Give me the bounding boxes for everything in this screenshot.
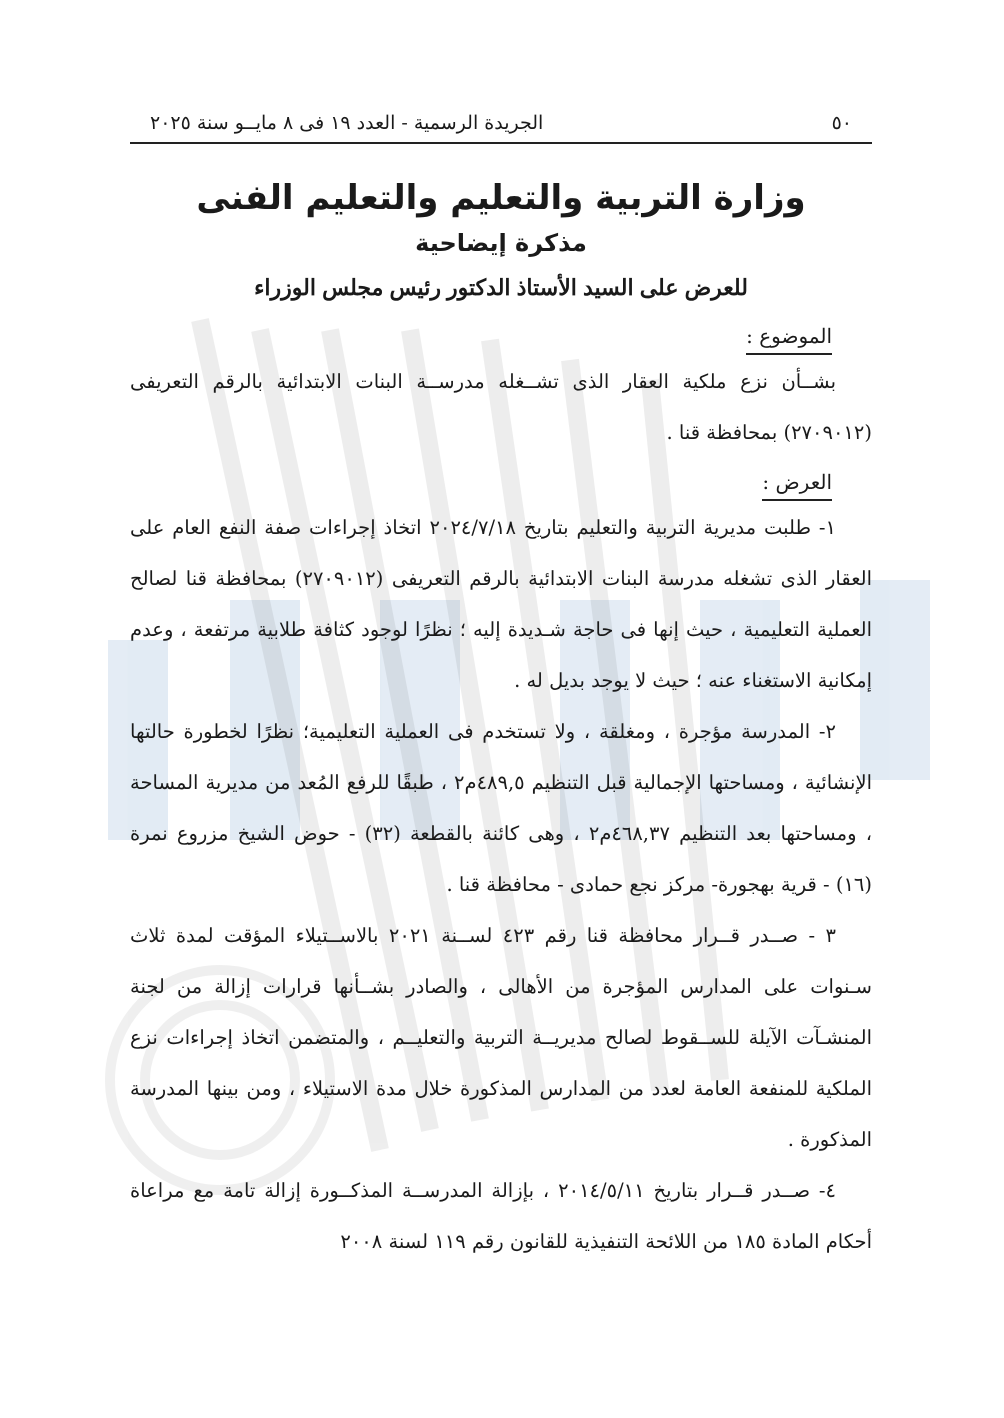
page-header [130, 110, 872, 144]
subject-label-row [130, 316, 872, 356]
presentation-item-4: ٤- صــدر قــرار بتاريخ ٢٠١٤/٥/١١ ، بإزالة المدرســة المذكــورة إزالة تامة مع مراعاة أحكام المادة ١٨٥ من اللائحة التنفيذية للقانون رقم ١١٩ لسنة ٢٠٠٨ [130, 1179, 872, 1253]
gazette-page [130, 110, 872, 1267]
subject-label: الموضوع : [746, 321, 832, 355]
memo-title: مذكرة إيضاحية [415, 229, 587, 257]
presentation-item-2: ٢- المدرسة مؤجرة ، ومغلقة ، ولا تستخدم فى العملية التعليمية؛ نظرًا لخطورة حالتها الإنشائية ، ومساحتها الإجمالية قبل التنظيم ٤٨٩,٥م٢ ، طبقًا للرفع المُعد من مديرية المساحة ، ومساحتها بعد التنظيم ٤٦٨,٣٧م٢ ، وهى كائنة بالقطعة (٣٢) - حوض الشيخ مزروع نمرة (١٦) - قرية بهجورة- مركز نجع حمادى - محافظة قنا . [130, 720, 872, 896]
subject-text: بشــأن نزع ملكية العقار الذى تشــغله مدرســة البنات الابتدائية بالرقم التعريفى (٢٧٠٩٠١٢) بمحافظة قنا . [130, 370, 872, 444]
ministry-title: وزارة التربية والتعليم والتعليم الفنى [196, 178, 806, 218]
page-number: ٥٠ [831, 112, 852, 134]
presentation-label: العرض : [762, 467, 832, 501]
addressee-line: للعرض على السيد الأستاذ الدكتور رئيس مجلس الوزراء [254, 275, 748, 300]
gazette-line: الجريدة الرسمية - العدد ١٩ فى ٨ مايــو سنة ٢٠٢٥ [150, 112, 544, 134]
presentation-item-3: ٣ - صــدر قــرار محافظة قنا رقم ٤٢٣ لســنة ٢٠٢١ بالاســتيلاء المؤقت لمدة ثلاث سـنوات على المدارس المؤجرة من الأهالى ، والصادر بشــأنها قرارات إزالة من لجنة المنشـآت الآيلة للســقوط لصالح مديريــة التربية والتعليــم ، والمتضمن اتخاذ إجراءات نزع الملكية للمنفعة العامة لعدد من المدارس المذكورة خلال مدة الاستيلاء ، ومن بينها المدرسة المذكورة . [130, 924, 872, 1151]
presentation-label-row [130, 462, 872, 502]
presentation-item-1: ١- طلبت مديرية التربية والتعليم بتاريخ ٢٠٢٤/٧/١٨ اتخاذ إجراءات صفة النفع العام على العقار الذى تشغله مدرسة البنات الابتدائية بالرقم التعريفى (٢٧٠٩٠١٢) بمحافظة قنا لصالح العملية التعليمية ، حيث إنها فى حاجة شـديدة إليه ؛ نظرًا لوجود كثافة طلابية مرتفعة ، وعدم إمكانية الاستغناء عنه ؛ حيث لا يوجد بديل له . [130, 516, 872, 692]
